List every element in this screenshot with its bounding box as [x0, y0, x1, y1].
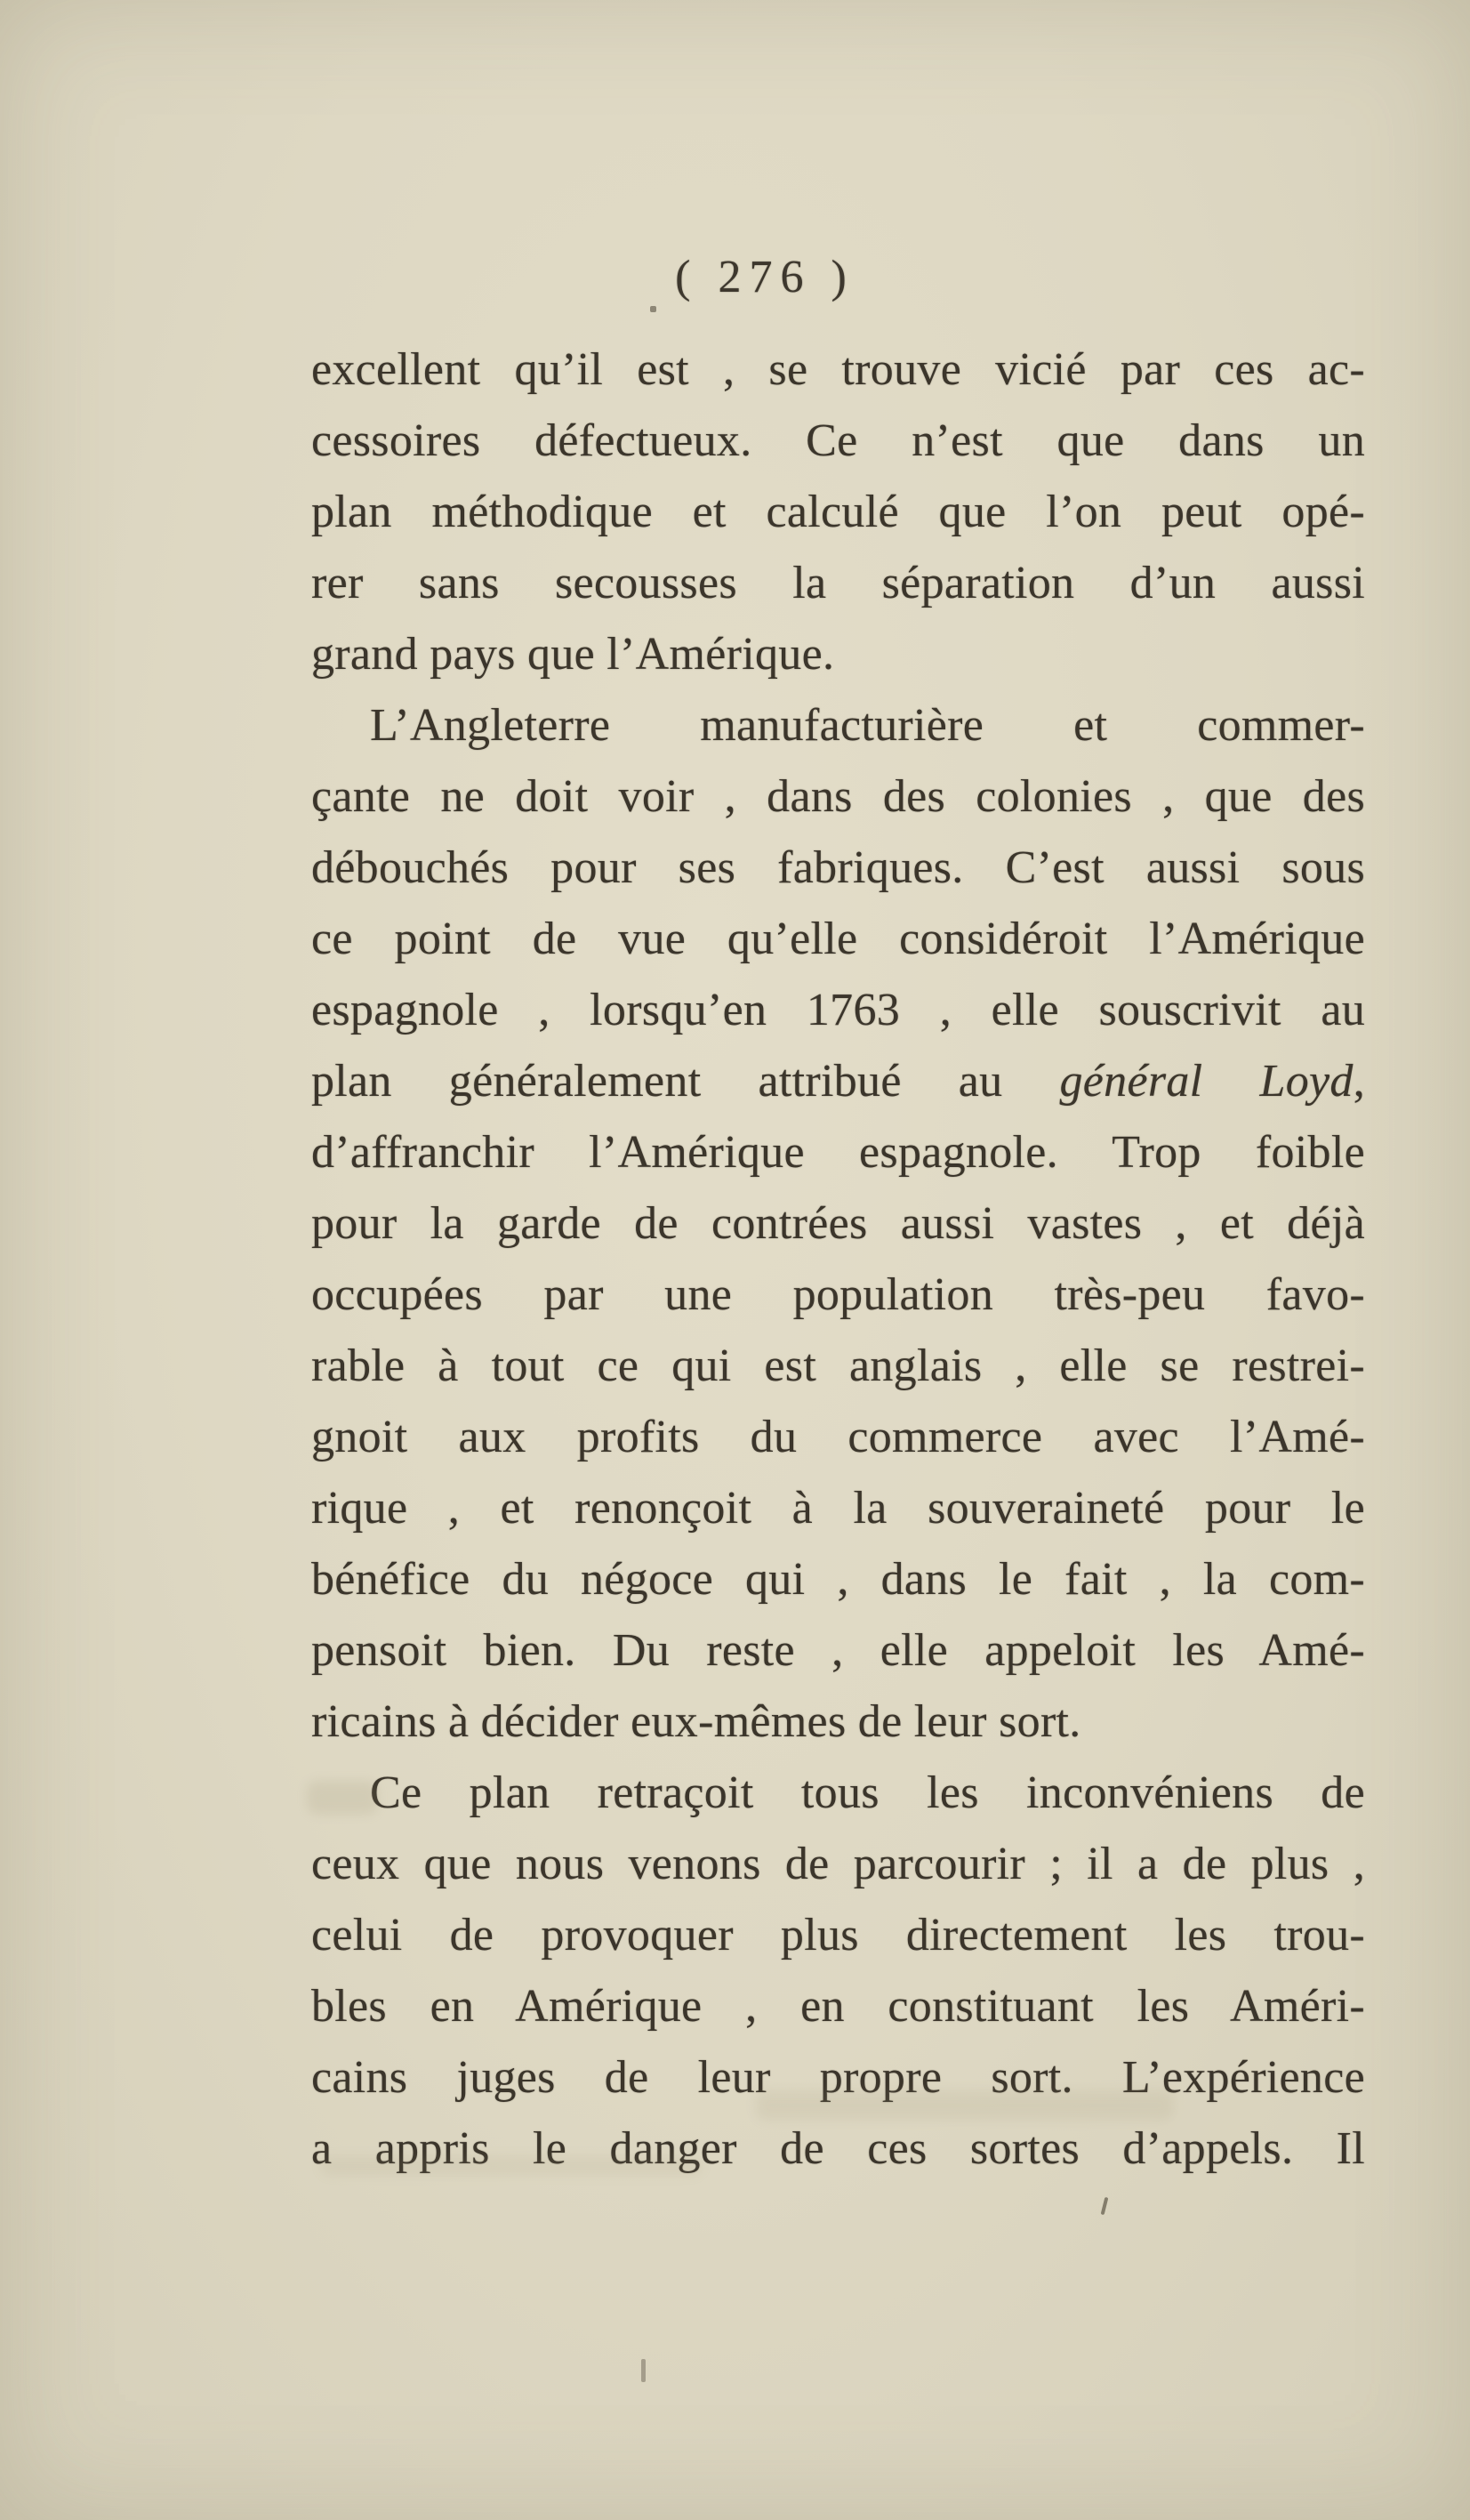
- text-line: pensoit bien. Du reste , elle appeloit les Amé-: [311, 1625, 1365, 1676]
- show-through-smudge: [756, 2090, 1174, 2121]
- page-number-header: ( 276 ): [675, 252, 855, 302]
- text-line: rer sans secousses la séparation d’un aussi: [311, 558, 1365, 608]
- text-line: a appris le danger de ces sortes d’appels. Il: [311, 2123, 1365, 2174]
- text-line: cessoires défectueux. Ce n’est que dans un: [311, 415, 1365, 466]
- text-line: Ce plan retraçoit tous les inconvéniens de: [370, 1767, 1365, 1818]
- text-line: grand pays que l’Amérique.: [311, 629, 835, 680]
- show-through-smudge: [320, 2156, 703, 2176]
- ink-speck: [641, 2359, 646, 2382]
- show-through-smudge: [307, 1781, 378, 1815]
- text-line: rique , et renonçoit à la souveraineté pour le: [311, 1483, 1365, 1534]
- text-line: L’Angleterre manufacturière et commer-: [370, 700, 1365, 751]
- text-line: espagnole , lorsqu’en 1763 , elle souscrivit au: [311, 985, 1365, 1035]
- text-line: plan méthodique et calculé que l’on peut opé-: [311, 487, 1365, 537]
- body-text: [311, 334, 1365, 2185]
- italic-phrase: général Loyd: [1059, 1056, 1354, 1107]
- text-line: bles en Amérique , en constituant les Améri-: [311, 1981, 1365, 2032]
- text-line: bénéfice du négoce qui , dans le fait , la com-: [311, 1554, 1365, 1605]
- text-run: plan généralement attribué au: [311, 1056, 1060, 1107]
- text-line: ceux que nous venons de parcourir ; il a de plus ,: [311, 1839, 1365, 1889]
- text-run: ,: [1353, 1056, 1365, 1107]
- text-line: d’affranchir l’Amérique espagnole. Trop foible: [311, 1127, 1365, 1178]
- text-line: [311, 1046, 1365, 1117]
- ink-speck: [650, 306, 656, 312]
- text-line: cains juges de leur propre sort. L’expérience: [311, 2052, 1365, 2103]
- text-line: excellent qu’il est , se trouve vicié par ces ac-: [311, 344, 1365, 395]
- text-line: celui de provoquer plus directement les trou-: [311, 1910, 1365, 1960]
- text-line: rable à tout ce qui est anglais , elle se restrei-: [311, 1341, 1365, 1391]
- text-line: gnoit aux profits du commerce avec l’Amé-: [311, 1412, 1365, 1462]
- text-line: pour la garde de contrées aussi vastes , et déjà: [311, 1198, 1365, 1249]
- text-line: ricains à décider eux-mêmes de leur sort.: [311, 1696, 1081, 1747]
- text-line: çante ne doit voir , dans des colonies , que des: [311, 771, 1365, 822]
- text-line: débouchés pour ses fabriques. C’est aussi sous: [311, 842, 1365, 893]
- text-line: occupées par une population très-peu favo-: [311, 1269, 1365, 1320]
- text-line: ce point de vue qu’elle considéroit l’Amérique: [311, 914, 1365, 964]
